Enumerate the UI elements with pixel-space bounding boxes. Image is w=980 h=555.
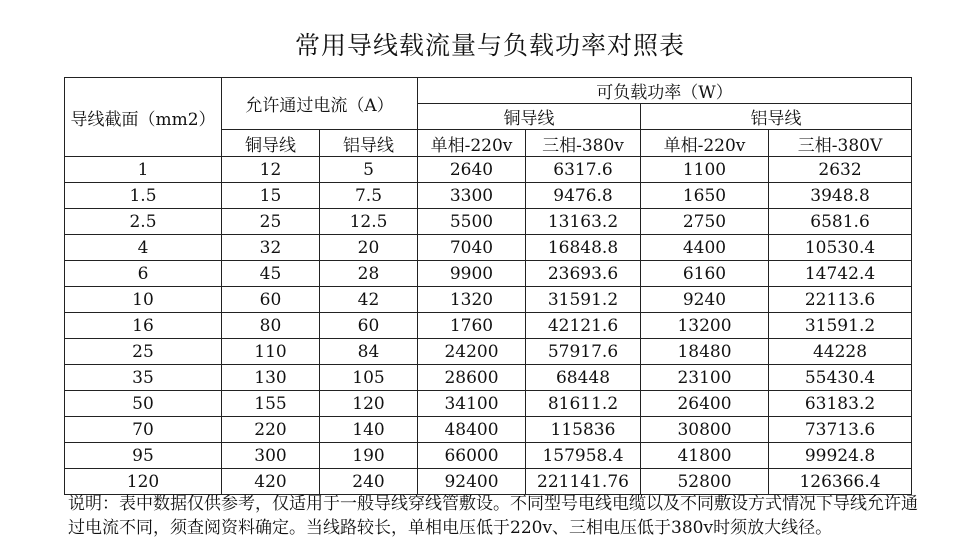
cell-aluminum-380: 126366.4 [769, 469, 912, 495]
header-load-power: 可负载功率（W） [418, 78, 912, 104]
cell-aluminum-220: 52800 [641, 469, 769, 495]
cell-aluminum-220: 1650 [641, 183, 769, 209]
cell-section: 50 [65, 391, 222, 417]
cell-aluminum-380: 63183.2 [769, 391, 912, 417]
cell-aluminum-380: 73713.6 [769, 417, 912, 443]
cell-aluminum-current: 105 [320, 365, 418, 391]
cell-copper-220: 66000 [418, 443, 526, 469]
cell-aluminum-current: 120 [320, 391, 418, 417]
cell-aluminum-current: 190 [320, 443, 418, 469]
cell-section: 70 [65, 417, 222, 443]
cell-aluminum-220: 6160 [641, 261, 769, 287]
cell-aluminum-current: 7.5 [320, 183, 418, 209]
header-copper-power: 铜导线 [418, 104, 641, 130]
cell-aluminum-220: 30800 [641, 417, 769, 443]
cell-aluminum-current: 20 [320, 235, 418, 261]
cell-section: 120 [65, 469, 222, 495]
cell-copper-220: 1320 [418, 287, 526, 313]
cell-copper-current: 32 [222, 235, 320, 261]
cell-aluminum-current: 84 [320, 339, 418, 365]
cell-section: 25 [65, 339, 222, 365]
cell-copper-220: 7040 [418, 235, 526, 261]
header-row-1 [65, 78, 912, 104]
cell-copper-380: 221141.76 [526, 469, 641, 495]
cell-copper-current: 45 [222, 261, 320, 287]
table-row [65, 391, 912, 417]
cell-section: 1 [65, 157, 222, 183]
cell-copper-220: 28600 [418, 365, 526, 391]
table-row [65, 417, 912, 443]
cell-aluminum-380: 44228 [769, 339, 912, 365]
cell-aluminum-220: 4400 [641, 235, 769, 261]
cell-aluminum-current: 5 [320, 157, 418, 183]
cell-copper-current: 300 [222, 443, 320, 469]
page-title: 常用导线载流量与负载功率对照表 [294, 31, 685, 60]
cell-aluminum-380: 6581.6 [769, 209, 912, 235]
cell-copper-380: 16848.8 [526, 235, 641, 261]
cell-aluminum-current: 140 [320, 417, 418, 443]
cell-section: 1.5 [65, 183, 222, 209]
cell-section: 16 [65, 313, 222, 339]
cell-copper-current: 420 [222, 469, 320, 495]
cell-section: 6 [65, 261, 222, 287]
header-section: 导线截面（mm2） [65, 78, 222, 157]
footnote: 说明：表中数据仅供参考，仅适用于一般导线穿线管敷设。不同型号电线电缆以及不同敷设方式情况下导线允许通过电流不同，须查阅资料确定。当线路较长，单相电压低于220v、三相电压低于380v时须放大线径。 [68, 494, 918, 538]
cell-aluminum-current: 12.5 [320, 209, 418, 235]
table-row [65, 209, 912, 235]
cell-section: 35 [65, 365, 222, 391]
cell-aluminum-380: 55430.4 [769, 365, 912, 391]
cell-copper-380: 68448 [526, 365, 641, 391]
table-row [65, 365, 912, 391]
cell-aluminum-220: 2750 [641, 209, 769, 235]
cell-copper-380: 23693.6 [526, 261, 641, 287]
cell-copper-220: 9900 [418, 261, 526, 287]
cell-copper-380: 115836 [526, 417, 641, 443]
cell-copper-380: 57917.6 [526, 339, 641, 365]
cell-aluminum-380: 99924.8 [769, 443, 912, 469]
cell-aluminum-current: 28 [320, 261, 418, 287]
header-allowed-current: 允许通过电流（A） [222, 78, 418, 130]
cell-aluminum-current: 60 [320, 313, 418, 339]
cell-copper-220: 34100 [418, 391, 526, 417]
table-row [65, 469, 912, 495]
cell-aluminum-380: 31591.2 [769, 313, 912, 339]
table-row [65, 313, 912, 339]
cable-load-table [64, 77, 912, 495]
cell-copper-220: 1760 [418, 313, 526, 339]
cell-aluminum-380: 2632 [769, 157, 912, 183]
cell-aluminum-220: 1100 [641, 157, 769, 183]
cell-copper-current: 25 [222, 209, 320, 235]
table-row [65, 287, 912, 313]
header-copper-220: 单相-220v [418, 130, 526, 157]
header-aluminum-220: 单相-220v [641, 130, 769, 157]
table-row [65, 183, 912, 209]
cell-aluminum-380: 22113.6 [769, 287, 912, 313]
cell-copper-220: 3300 [418, 183, 526, 209]
table-row [65, 261, 912, 287]
cell-copper-220: 2640 [418, 157, 526, 183]
cell-copper-380: 157958.4 [526, 443, 641, 469]
cell-section: 2.5 [65, 209, 222, 235]
cell-section: 10 [65, 287, 222, 313]
cell-copper-220: 92400 [418, 469, 526, 495]
cell-copper-220: 24200 [418, 339, 526, 365]
header-copper-380: 三相-380v [526, 130, 641, 157]
cell-section: 95 [65, 443, 222, 469]
table-row [65, 443, 912, 469]
cell-aluminum-current: 42 [320, 287, 418, 313]
cell-copper-current: 15 [222, 183, 320, 209]
cell-copper-current: 220 [222, 417, 320, 443]
cell-copper-380: 9476.8 [526, 183, 641, 209]
cell-copper-current: 12 [222, 157, 320, 183]
cell-aluminum-220: 41800 [641, 443, 769, 469]
cell-aluminum-220: 9240 [641, 287, 769, 313]
cell-copper-current: 80 [222, 313, 320, 339]
cell-aluminum-220: 26400 [641, 391, 769, 417]
cell-aluminum-220: 13200 [641, 313, 769, 339]
table-row [65, 235, 912, 261]
header-copper-current: 铜导线 [222, 130, 320, 157]
cell-aluminum-220: 18480 [641, 339, 769, 365]
cell-copper-380: 81611.2 [526, 391, 641, 417]
cell-aluminum-380: 3948.8 [769, 183, 912, 209]
cell-copper-380: 31591.2 [526, 287, 641, 313]
cell-copper-current: 130 [222, 365, 320, 391]
cell-copper-current: 155 [222, 391, 320, 417]
cell-copper-380: 42121.6 [526, 313, 641, 339]
cell-aluminum-380: 14742.4 [769, 261, 912, 287]
table-body [65, 157, 912, 495]
table-row [65, 157, 912, 183]
cell-copper-220: 48400 [418, 417, 526, 443]
cell-copper-380: 6317.6 [526, 157, 641, 183]
cell-aluminum-220: 23100 [641, 365, 769, 391]
cell-copper-current: 60 [222, 287, 320, 313]
table-row [65, 339, 912, 365]
cell-aluminum-380: 10530.4 [769, 235, 912, 261]
header-aluminum-current: 铝导线 [320, 130, 418, 157]
cell-copper-220: 5500 [418, 209, 526, 235]
header-aluminum-380: 三相-380V [769, 130, 912, 157]
cell-section: 4 [65, 235, 222, 261]
cell-copper-380: 13163.2 [526, 209, 641, 235]
cell-copper-current: 110 [222, 339, 320, 365]
cell-aluminum-current: 240 [320, 469, 418, 495]
header-aluminum-power: 铝导线 [641, 104, 912, 130]
